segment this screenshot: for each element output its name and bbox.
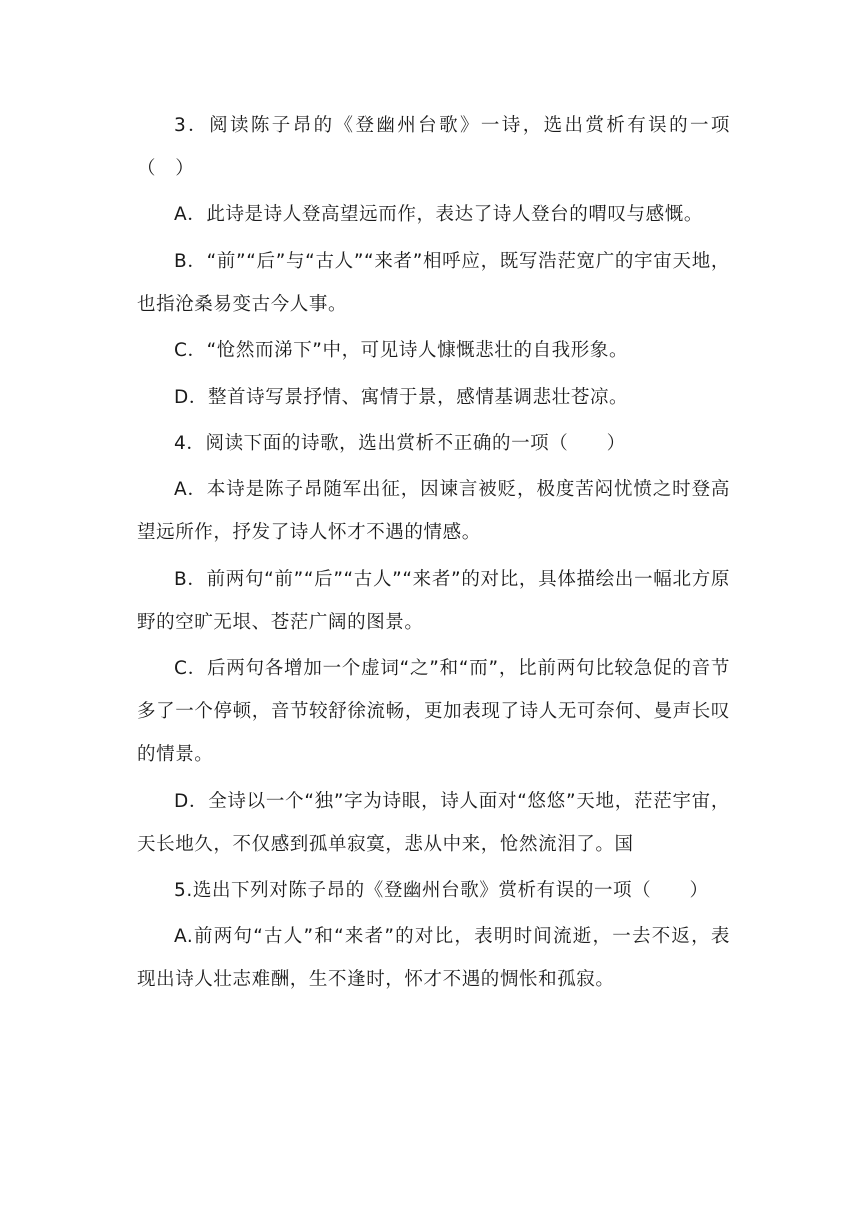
question-4-option-a: A．本诗是陈子昂随军出征，因谏言被贬，极度苦闷忧愤之时登高望远所作，抒发了诗人怀才不遇的情感。: [137, 479, 730, 544]
question-3-option-a: A．此诗是诗人登高望远而作，表达了诗人登台的喟叹与感慨。: [174, 204, 703, 226]
question-4-option-b: B．前两句“前”“后”“古人”“来者”的对比，具体描绘出一幅北方原野的空旷无垠、苍茫广阔的图景。: [137, 568, 730, 633]
question-3-option-b: B．“前”“后”与“古人”“来者”相呼应，既写浩茫宽广的宇宙天地，也指沧桑易变古今人事。: [137, 250, 730, 315]
question-3-option-c: C．“怆然而涕下”中，可见诗人慷慨悲壮的自我形象。: [174, 340, 629, 362]
question-5-stem: 5.选出下列对陈子昂的《登幽州台歌》赏析有误的一项（ ）: [174, 879, 709, 901]
question-4-stem: 4．阅读下面的诗歌，选出赏析不正确的一项（ ）: [174, 432, 626, 454]
question-4-option-d: D．全诗以一个“独”字为诗眼，诗人面对“悠悠”天地，茫茫宇宙，天长地久，不仅感到孤单寂寞，悲从中来，怆然流泪了。国: [137, 790, 730, 855]
question-3-option-d: D．整首诗写景抒情、寓情于景，感情基调悲壮苍凉。: [174, 386, 629, 408]
document-body: [137, 104, 730, 1001]
question-4-option-c: C．后两句各增加一个虚词“之”和“而”，比前两句比较急促的音节多了一个停顿，音节较舒徐流畅，更加表现了诗人无可奈何、曼声长叹的情景。: [137, 658, 730, 766]
question-5-option-a: A.前两句“古人”和“来者”的对比，表明时间流逝，一去不返，表现出诗人壮志难酬，生不逢时，怀才不遇的惆怅和孤寂。: [137, 926, 730, 991]
question-3-stem: 3．阅读陈子昂的《登幽州台歌》一诗，选出赏析有误的一项（ ）: [137, 115, 730, 179]
